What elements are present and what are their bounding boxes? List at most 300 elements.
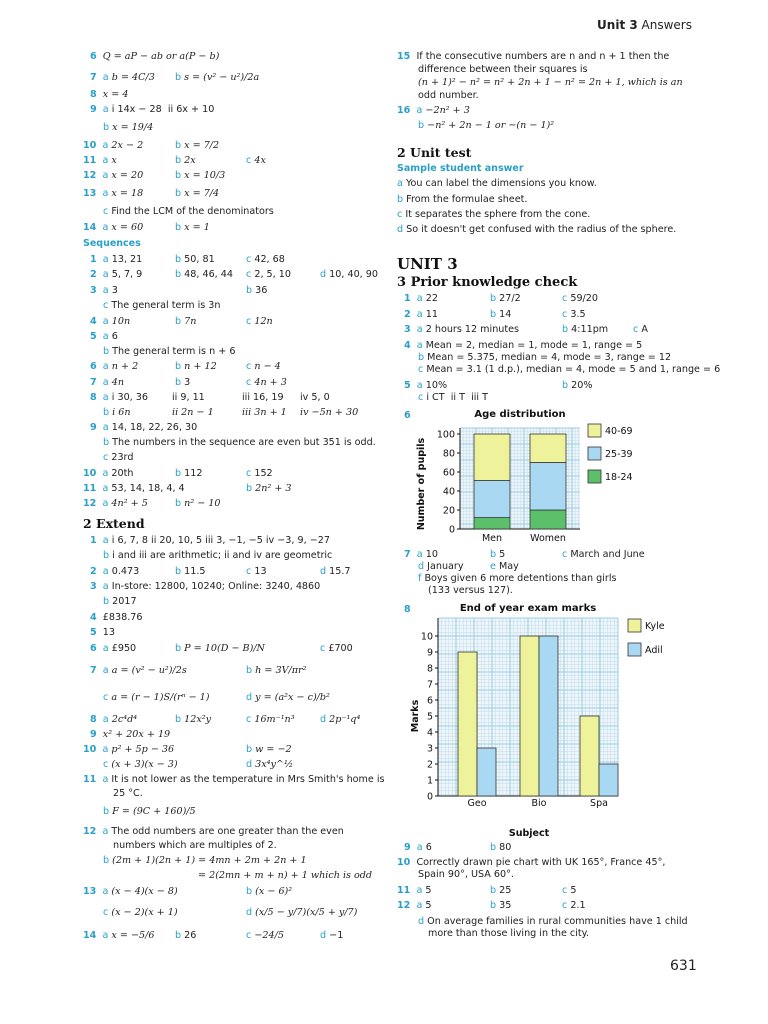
answer-text: A: [641, 324, 648, 335]
answer-text: 5: [425, 885, 432, 896]
answer-14: 14 a x = 60: [83, 222, 144, 233]
answer-text: 10, 40, 90: [329, 269, 378, 280]
legend-label: Kyle: [645, 621, 665, 632]
y-axis-label: Number of pupils: [416, 437, 427, 531]
ext-1b: b i and iii are arithmetic; ii and iv are geometric: [103, 550, 333, 561]
pk-12: 12 a 5: [397, 900, 432, 911]
qnum: 7: [90, 72, 97, 83]
answer-text: It is not lower as the temperature in Mrs Smith's home is: [111, 774, 385, 785]
y-tick-label: 10: [420, 631, 433, 643]
pk-12d: d On average families in rural communities have 1 child: [418, 916, 688, 927]
qnum: 11: [397, 885, 411, 896]
answer-text: a = (r − 1)S/(rⁿ − 1): [111, 692, 210, 703]
ext-10d: d 3x⁴y^½: [246, 759, 294, 770]
answer-text: i 6, 7, 8 ii 20, 10, 5 iii 3, −1, −5 iv −3, 9, −27: [111, 535, 330, 546]
bar: [477, 748, 496, 796]
qnum: 6: [90, 51, 97, 62]
qnum: 8: [90, 392, 97, 403]
seq-10: 10 a 20th: [83, 468, 134, 479]
ext-2c: c 13: [246, 566, 267, 577]
seq-9c: c 23rd: [103, 452, 134, 463]
answer-text: 2 hours 12 minutes: [425, 324, 520, 335]
qnum: 2: [90, 269, 97, 280]
answer-7: 7 a b = 4C/3: [90, 72, 155, 83]
seq-2d: d 10, 40, 90: [320, 269, 378, 280]
pk-7c: c March and June: [562, 549, 645, 560]
prior-knowledge-heading: 3 Prior knowledge check: [397, 275, 578, 290]
qnum: 4: [90, 612, 97, 623]
qnum: 6: [90, 643, 97, 654]
answer-text: It separates the sphere from the cone.: [405, 209, 591, 220]
answer-text: £950: [111, 643, 137, 654]
answer-text: From the formulae sheet.: [406, 194, 528, 205]
answer-text: Mean = 2, median = 1, mode = 1, range = 5: [425, 340, 643, 351]
qnum: 2: [404, 309, 411, 320]
answer-text: x² + 20x + 19: [102, 729, 171, 740]
qnum: 6: [90, 361, 97, 372]
answer-text: P = 10(D − B)/N: [184, 643, 265, 654]
answer-text: 2017: [112, 596, 137, 607]
answer-text: 16m⁻¹n³: [254, 714, 295, 725]
category-label: Men: [481, 533, 503, 544]
ext-8: 8 a 2c⁴d⁴: [90, 714, 138, 725]
answer-text: 26: [184, 930, 197, 941]
answer-text: −1: [329, 930, 344, 941]
qnum: 12: [397, 900, 411, 911]
ext-2b: b 11.5: [175, 566, 206, 577]
answer-text: iii T: [471, 392, 488, 403]
answer-text: 5, 7, 9: [111, 269, 143, 280]
qnum: 9: [90, 729, 97, 740]
answer-text: x = 18: [111, 188, 144, 199]
qnum: 9: [404, 842, 411, 853]
ext-12b: b (2m + 1)(2n + 1) = 4mn + 2m + 2n + 1: [103, 855, 307, 866]
answer-11: 11 a x: [83, 155, 117, 166]
qnum: 11: [83, 483, 97, 494]
answer-text: h = 3V/πr²: [255, 665, 307, 676]
seq-2: 2 a 5, 7, 9: [90, 269, 143, 280]
seq-8: 8 a i 30, 36: [90, 392, 148, 403]
answer-text: 10%: [425, 380, 448, 391]
pk-7f: f Boys given 6 more detentions than girls: [418, 573, 617, 584]
answer-text: b = 4C/3: [111, 72, 155, 83]
answer-text: i and iii are arithmetic; ii and iv are geometric: [112, 550, 333, 561]
y-tick-label: 20: [442, 505, 455, 517]
answer-text: 48, 46, 44: [184, 269, 233, 280]
qnum: 9: [90, 422, 97, 433]
answer-15-l4: odd number.: [418, 90, 479, 101]
answer-text: (x/5 − y/7)(x/5 + y/7): [255, 907, 358, 918]
answer-text: (x + 3)(x − 3): [111, 759, 178, 770]
legend-swatch: [628, 643, 641, 656]
answer-text: n + 12: [184, 361, 217, 372]
answer-text: Q = aP − ab or a(P − b): [102, 51, 220, 62]
answer-text: 5: [499, 549, 506, 560]
answer-text: i 30, 36: [111, 392, 148, 403]
ext-13b: b (x − 6)²: [246, 886, 293, 897]
seq-8b: b i 6n: [103, 407, 131, 418]
chart-categories: [482, 533, 566, 544]
pk-2: 2 a 11: [404, 309, 438, 320]
qnum: 5: [90, 331, 97, 342]
unit-test-a: a You can label the dimensions you know.: [397, 178, 597, 189]
legend-swatch: [628, 619, 641, 632]
answer-text: 4x: [254, 155, 266, 166]
category-label: Spa: [590, 798, 608, 809]
pk-2b: b 14: [490, 309, 512, 320]
qnum: 2: [90, 566, 97, 577]
unit-test-heading: 2 Unit test: [397, 145, 472, 160]
pk-7e: e May: [490, 561, 519, 572]
answer-text: 2p⁻¹q⁴: [329, 714, 361, 725]
legend-label: 18-24: [605, 472, 633, 483]
legend-swatch: [588, 447, 601, 460]
answer-12b: b x = 10/3: [175, 170, 226, 181]
ext-13c: c (x − 2)(x + 1): [103, 907, 178, 918]
answer-text: March and June: [570, 549, 645, 560]
seq-6: 6 a n + 2: [90, 361, 139, 372]
answer-16: 16 a −2n² + 3: [397, 105, 470, 116]
answer-text: 22: [425, 293, 438, 304]
answer-text: x = −5/6: [111, 930, 155, 941]
seq-1: 1 a 13, 21: [90, 254, 143, 265]
qnum: 1: [90, 535, 97, 546]
ext-10b: b w = −2: [246, 744, 292, 755]
seq-1c: c 42, 68: [246, 254, 285, 265]
pk-7d: d January: [418, 561, 464, 572]
seq-9b: b The numbers in the sequence are even but 351 is odd.: [103, 437, 376, 448]
ext-7c: c a = (r − 1)S/(rⁿ − 1): [103, 692, 210, 703]
pk-12c: c 2.1: [562, 900, 586, 911]
answer-text: 6: [111, 331, 118, 342]
legend-label: 40-69: [605, 426, 633, 437]
answer-text: 50, 81: [184, 254, 215, 265]
pk-10: [397, 857, 665, 869]
answer-text: −n² + 2n − 1 or −(n − 1)²: [427, 120, 555, 131]
qnum: 13: [83, 188, 97, 199]
answer-text: 20th: [111, 468, 134, 479]
seq-10c: c 152: [246, 468, 273, 479]
answer-text: 12x²y: [184, 714, 212, 725]
answer-text: p² + 5p − 36: [111, 744, 175, 755]
answer-text: −2n² + 3: [425, 105, 470, 116]
qnum: 9: [90, 104, 97, 115]
seq-5b: b The general term is n + 6: [103, 346, 236, 357]
answer-6: [90, 51, 219, 63]
ext-11a-cont: 25 °C.: [113, 788, 143, 799]
ext-12: 12 a The odd numbers are one greater than the even: [83, 826, 344, 837]
answer-text: 11.5: [184, 566, 206, 577]
ext-11b: b F = (9C + 160)/5: [103, 806, 196, 817]
qnum: 1: [90, 254, 97, 265]
answer-text: 3: [111, 285, 118, 296]
answer-13c: c Find the LCM of the denominators: [103, 206, 274, 217]
qnum: 14: [83, 222, 97, 233]
answer-text: Correctly drawn pie chart with UK 165°, France 45°,: [416, 857, 666, 868]
answer-text: F = (9C + 160)/5: [112, 806, 196, 817]
qnum: 4: [404, 340, 411, 351]
qnum: 10: [397, 857, 411, 868]
qnum: 1: [404, 293, 411, 304]
age-distribution-chart: [410, 404, 650, 546]
seq-4: 4 a 10n: [90, 316, 131, 327]
answer-text: a = (v² − u²)/2s: [111, 665, 187, 676]
pk-1: 1 a 22: [404, 293, 438, 304]
qnum: 8: [404, 604, 411, 615]
answer-text: ii 6x + 10: [167, 104, 215, 115]
answer-14b: b x = 1: [175, 222, 210, 233]
chart-categories: [467, 798, 607, 809]
ext-14c: c −24/5: [246, 930, 284, 941]
qnum: 12: [83, 498, 97, 509]
answer-text: w = −2: [255, 744, 292, 755]
answer-text: The general term is 3n: [111, 300, 221, 311]
answer-text: 0.473: [111, 566, 140, 577]
answer-text: x = 19/4: [112, 122, 154, 133]
answer-text: The odd numbers are one greater than the even: [111, 826, 344, 837]
qnum: 3: [90, 581, 97, 592]
ext-12b-cont: = 2(2mn + m + n) + 1 which is odd: [198, 870, 373, 881]
legend-label: Adil: [645, 645, 663, 656]
ext-3: 3 a In-store: 12800, 10240; Online: 3240, 4860: [90, 581, 321, 592]
answer-text: 4n + 3: [254, 377, 287, 388]
answer-text: 13: [102, 627, 116, 638]
pk-5b: b 20%: [562, 380, 593, 391]
answer-text: You can label the dimensions you know.: [405, 178, 597, 189]
seq-8aiii: iii 16, 19: [242, 392, 284, 403]
y-tick-label: 40: [442, 486, 455, 498]
qnum: 14: [83, 930, 97, 941]
seq-6b: b n + 12: [175, 361, 217, 372]
ext-10: 10 a p² + 5p − 36: [83, 744, 175, 755]
answer-text: n² − 10: [184, 498, 221, 509]
qnum: 7: [90, 665, 97, 676]
ext-2: 2 a 0.473: [90, 566, 140, 577]
answer-13: 13 a x = 18: [83, 188, 144, 199]
section-label: Answers: [641, 18, 692, 32]
y-tick-label: 100: [436, 429, 455, 441]
legend-swatch: [588, 470, 601, 483]
answer-text: 10n: [111, 316, 131, 327]
pk-4c: c Mean = 3.1 (1 d.p.), median = 4, mode = 5 and 1, range = 6: [418, 364, 721, 375]
answer-10: 10 a 2x − 2: [83, 140, 144, 151]
qnum: 12: [83, 170, 97, 181]
chart-title: End of year exam marks: [459, 603, 597, 614]
unit-label: Unit 3: [597, 18, 638, 32]
answer-text: x = 10/3: [184, 170, 226, 181]
seq-4c: c 12n: [246, 316, 273, 327]
answer-text: 5: [570, 885, 577, 896]
seq-2b: b 48, 46, 44: [175, 269, 233, 280]
ext-13d: d (x/5 − y/7)(x/5 + y/7): [246, 907, 358, 918]
ext-9: [90, 729, 170, 741]
answer-9b: b x = 19/4: [103, 122, 154, 133]
qnum: 4: [90, 316, 97, 327]
pk-10-cont: Spain 90°, USA 60°.: [418, 869, 514, 880]
bar-segment: [474, 518, 510, 529]
bar: [458, 652, 477, 796]
answer-text: If the consecutive numbers are n and n + 1 then the: [416, 51, 670, 62]
qnum: 5: [90, 627, 97, 638]
answer-text: 5: [425, 900, 432, 911]
answer-text: x = 1: [184, 222, 210, 233]
y-axis-label: Marks: [410, 699, 421, 733]
qnum: 10: [83, 744, 97, 755]
y-tick-label: 5: [426, 711, 433, 723]
answer-text: 4n: [111, 377, 125, 388]
answer-text: i CT: [426, 392, 445, 403]
qnum: 7: [404, 549, 411, 560]
answer-text: s = (v² − u²)/2a: [184, 72, 260, 83]
ext-14d: d −1: [320, 930, 344, 941]
unit-test-d: d So it doesn't get confused with the radius of the sphere.: [397, 224, 677, 235]
y-tick-label: 2: [426, 759, 433, 771]
answer-text: −24/5: [254, 930, 284, 941]
answer-text: 15.7: [329, 566, 351, 577]
answer-text: 2.1: [570, 900, 586, 911]
pk-11b: b 25: [490, 885, 512, 896]
qnum: 11: [83, 774, 97, 785]
answer-15: [397, 51, 669, 63]
answer-text: 42, 68: [254, 254, 285, 265]
answer-13b: b x = 7/4: [175, 188, 220, 199]
y-tick-label: 60: [442, 467, 455, 479]
ext-1: 1 a i 6, 7, 8 ii 20, 10, 5 iii 3, −1, −5 iv −3, 9, −27: [90, 535, 330, 546]
pk-3: 3 a 2 hours 12 minutes: [404, 324, 520, 335]
pk-9: 9 a 6: [404, 842, 432, 853]
answer-text: May: [498, 561, 519, 572]
answer-text: x = 7/4: [184, 188, 220, 199]
ext-8c: c 16m⁻¹n³: [246, 714, 295, 725]
seq-7c: c 4n + 3: [246, 377, 287, 388]
y-tick-label: 9: [426, 647, 433, 659]
seq-5: 5 a 6: [90, 331, 118, 342]
seq-8biii: iii 3n + 1: [242, 407, 287, 418]
ext-11: 11 a It is not lower as the temperature in Mrs Smith's home is: [83, 774, 385, 785]
answer-text: 3.5: [570, 309, 586, 320]
answer-text: 12n: [254, 316, 273, 327]
pk-12b: b 35: [490, 900, 512, 911]
qnum: 13: [83, 886, 97, 897]
ext-14: 14 a x = −5/6: [83, 930, 155, 941]
ext-14b: b 26: [175, 930, 197, 941]
seq-3b: b 36: [246, 285, 268, 296]
seq-7: 7 a 4n: [90, 377, 125, 388]
answer-text: n + 2: [111, 361, 139, 372]
answer-7b: b s = (v² − u²)/2a: [175, 72, 260, 83]
answer-text: 3: [184, 377, 191, 388]
answer-text: In-store: 12800, 10240; Online: 3240, 4860: [111, 581, 321, 592]
answer-text: Mean = 5.375, median = 4, mode = 3, range = 12: [427, 352, 672, 363]
answer-text: (x − 4)(x − 8): [111, 886, 178, 897]
unit3-heading: UNIT 3: [397, 255, 458, 273]
seq-4b: b 7n: [175, 316, 197, 327]
pk-3b: b 4:11pm: [562, 324, 609, 335]
bar-segment: [474, 434, 510, 481]
answer-text: x: [111, 155, 117, 166]
ext-12a-cont: numbers which are multiples of 2.: [113, 840, 277, 851]
seq-12b: b n² − 10: [175, 498, 221, 509]
answer-text: 2c⁴d⁴: [111, 714, 138, 725]
pk-11: 11 a 5: [397, 885, 432, 896]
answer-text: ii T: [450, 392, 465, 403]
chart-ticks: [421, 632, 438, 803]
chart-ticks: [437, 430, 460, 536]
ext-6c: c £700: [320, 643, 353, 654]
pk-7b: b 5: [490, 549, 506, 560]
pk-2c: c 3.5: [562, 309, 586, 320]
bar: [580, 716, 599, 796]
answer-text: 4:11pm: [571, 324, 609, 335]
pk-12d-cont: more than those living in the city.: [428, 928, 589, 939]
y-tick-label: 3: [426, 743, 433, 755]
pk-5: 5 a 10%: [404, 380, 448, 391]
seq-2c: c 2, 5, 10: [246, 269, 291, 280]
qnum: 3: [404, 324, 411, 335]
answer-text: 13: [254, 566, 267, 577]
ext-5: [90, 627, 115, 639]
answer-text: (x − 2)(x + 1): [111, 907, 178, 918]
bar-segment: [530, 463, 566, 511]
y-tick-label: 4: [426, 727, 433, 739]
unit-test-b: b From the formulae sheet.: [397, 194, 528, 205]
seq-7b: b 3: [175, 377, 191, 388]
answer-text: 11: [425, 309, 438, 320]
qnum: 3: [90, 285, 97, 296]
ext-6: 6 a £950: [90, 643, 137, 654]
pk-3c: c A: [633, 324, 648, 335]
pk-1b: b 27/2: [490, 293, 521, 304]
answer-text: x = 20: [111, 170, 144, 181]
answer-text: £700: [328, 643, 353, 654]
answer-text: January: [427, 561, 464, 572]
qnum: 5: [404, 380, 411, 391]
answer-text: 3x⁴y^½: [255, 759, 294, 770]
ext-7: 7 a a = (v² − u²)/2s: [90, 665, 187, 676]
answer-text: 25: [499, 885, 512, 896]
qnum: 8: [90, 714, 97, 725]
answer-text: 27/2: [499, 293, 521, 304]
ext-6b: b P = 10(D − B)/N: [175, 643, 265, 654]
page-header: [597, 18, 692, 32]
answer-text: 23rd: [111, 452, 134, 463]
seq-8aiv: iv 5, 0: [300, 392, 330, 403]
y-tick-label: 1: [426, 775, 433, 787]
answer-text: x = 4: [102, 89, 129, 100]
seq-11b: b 2n² + 3: [246, 483, 292, 494]
answer-11c: c 4x: [246, 155, 266, 166]
answer-text: i 14x − 28: [111, 104, 162, 115]
seq-3c: c The general term is 3n: [103, 300, 221, 311]
answer-text: Mean = 3.1 (1 d.p.), median = 4, mode = 5 and 1, range = 6: [426, 364, 721, 375]
legend-label: 25-39: [605, 449, 633, 460]
seq-8aii: ii 9, 11: [172, 392, 205, 403]
qnum: 6: [404, 410, 411, 421]
answer-text: The numbers in the sequence are even but 351 is odd.: [112, 437, 376, 448]
answer-text: 59/20: [570, 293, 598, 304]
seq-8biv: iv −5n + 30: [300, 407, 359, 418]
ext-3b: b 2017: [103, 596, 137, 607]
x-axis-label: Subject: [508, 828, 550, 838]
answer-11b: b 2x: [175, 155, 196, 166]
chart-legend: [588, 424, 633, 483]
y-tick-label: 7: [426, 679, 433, 691]
qnum: 16: [397, 105, 411, 116]
qnum: 8: [90, 89, 97, 100]
answer-text: 13, 21: [111, 254, 143, 265]
answer-12: 12 a x = 20: [83, 170, 144, 181]
y-tick-label: 6: [426, 695, 433, 707]
